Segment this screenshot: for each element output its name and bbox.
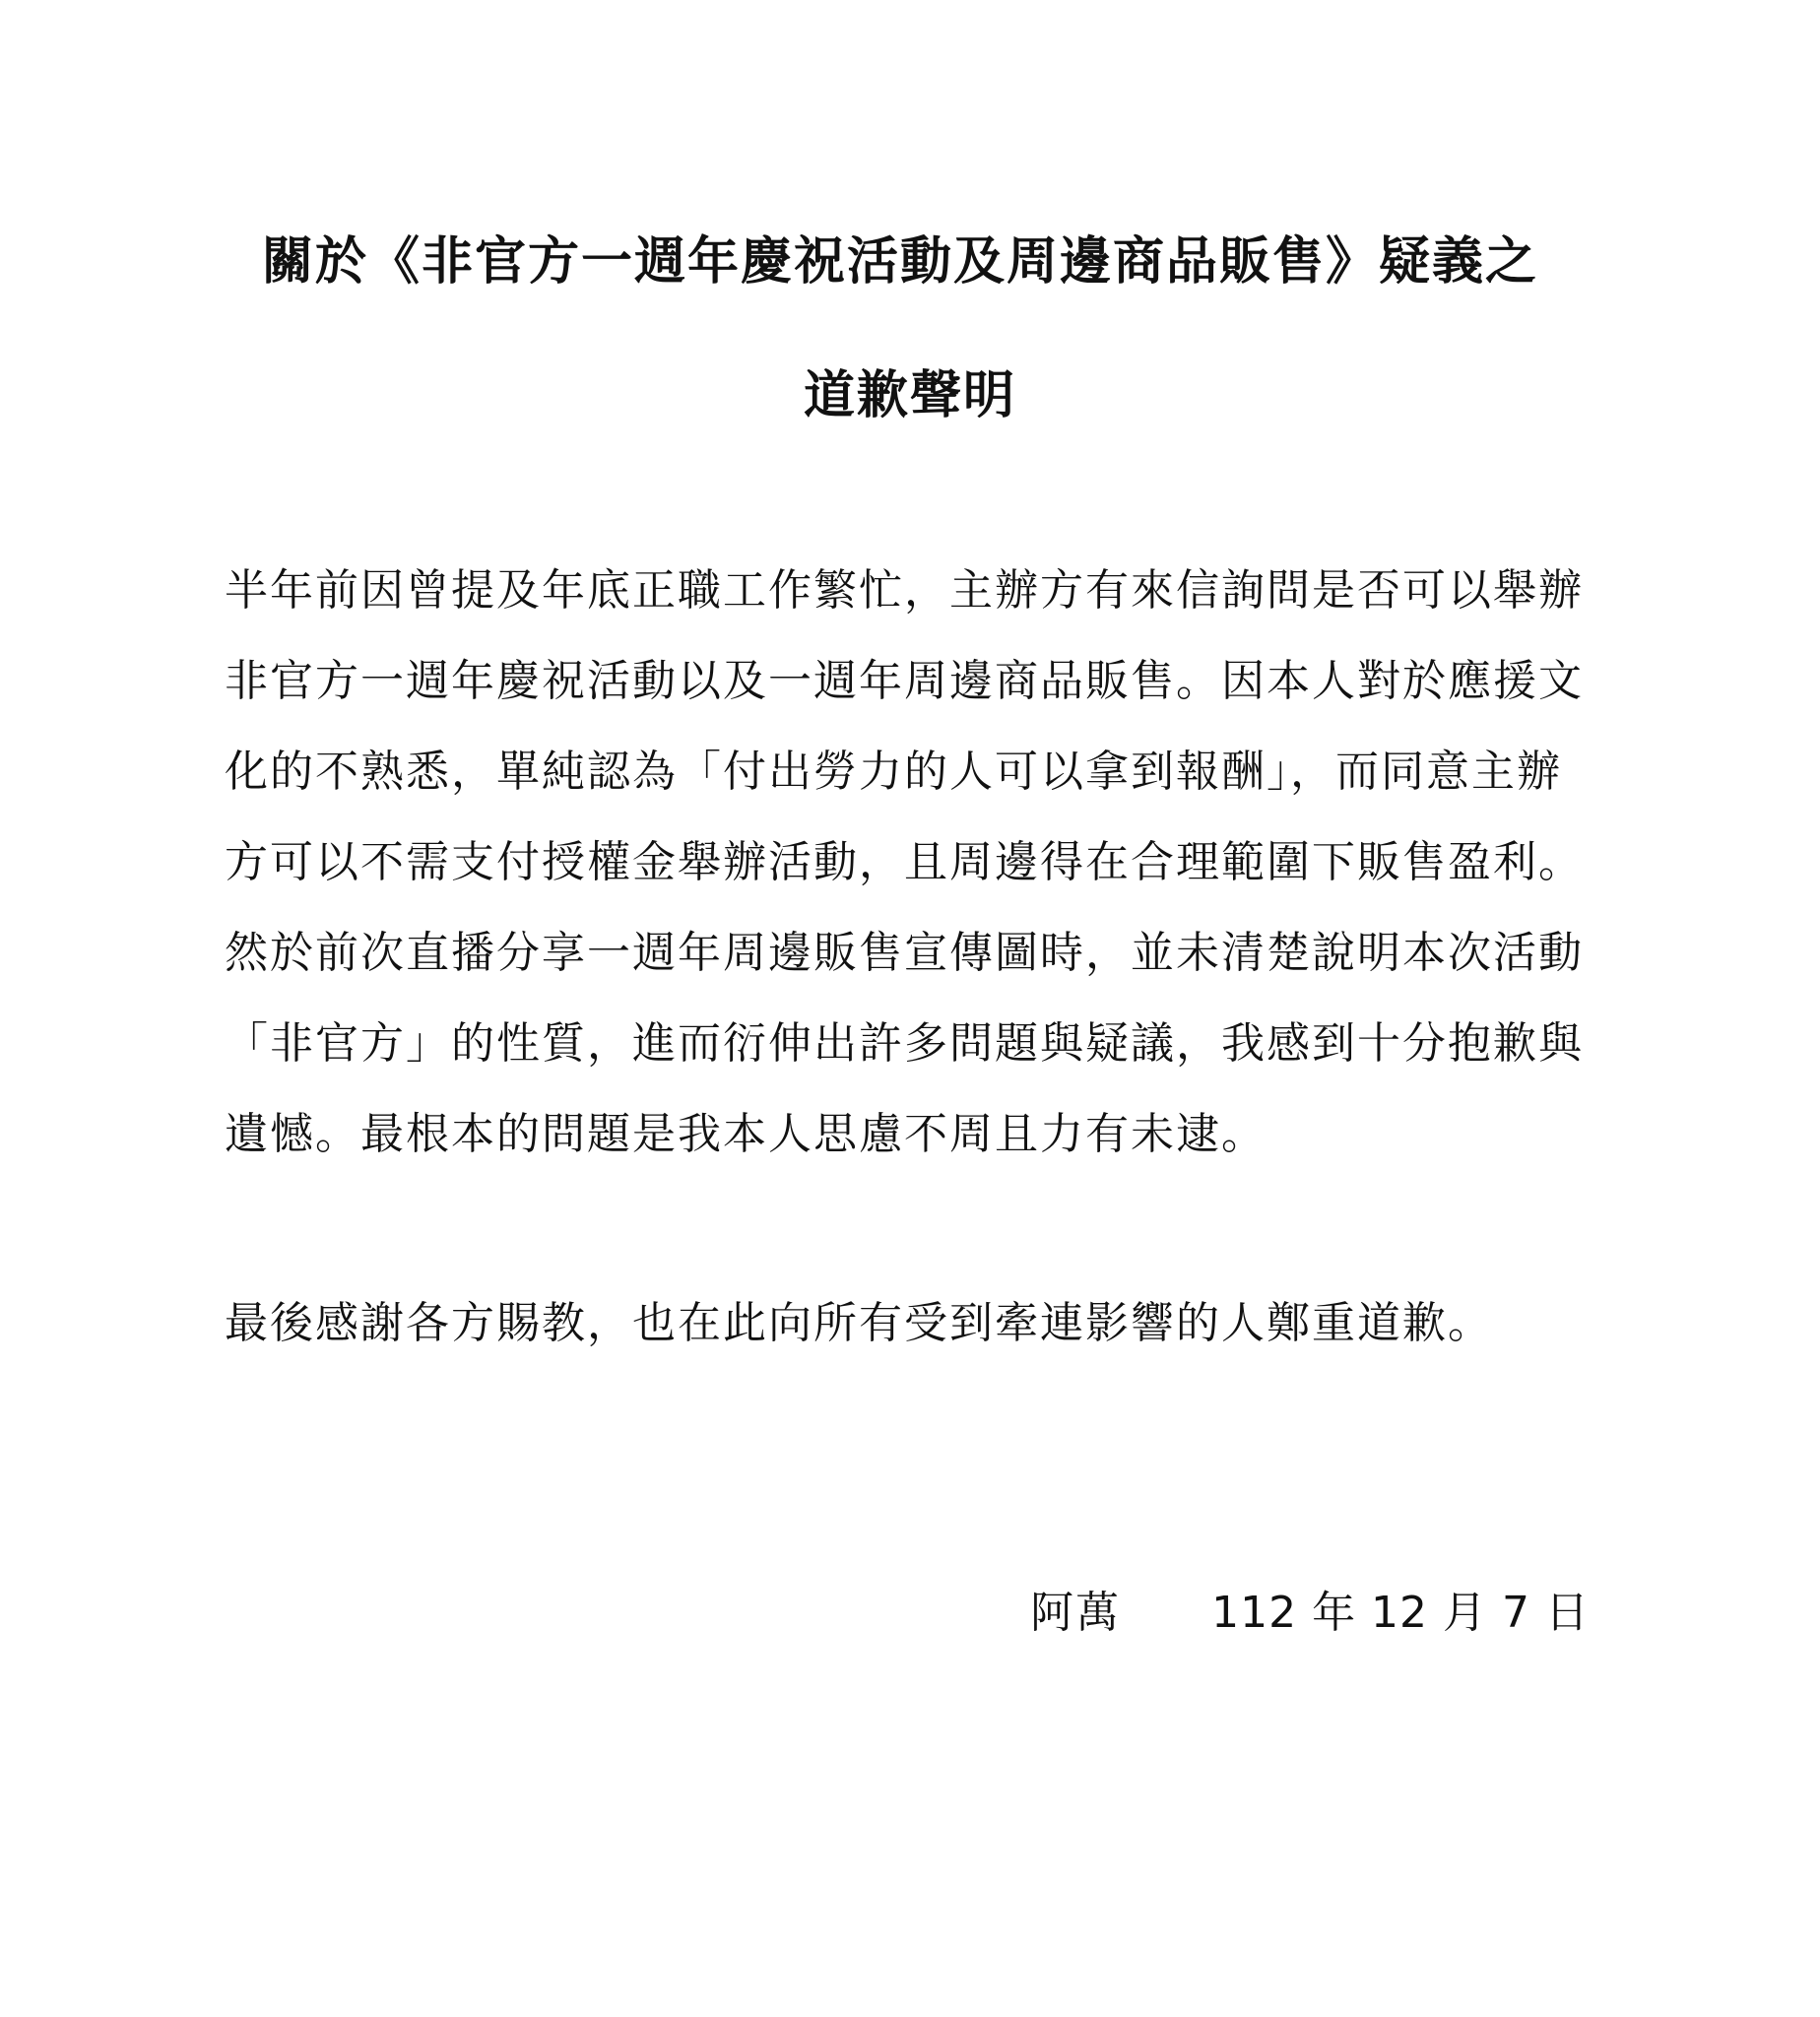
signature-author: 阿萬: [1030, 1588, 1122, 1638]
paragraph-line: 非官方一週年慶祝活動以及一週年周邊商品販售。因本人對於應援文: [225, 656, 1584, 706]
paragraph-line: 遺憾。最根本的問題是我本人思慮不周且力有未逮。: [225, 1109, 1267, 1159]
signature-block: [1030, 1588, 1590, 1639]
signature-date: 112 年 12 月 7 日: [1211, 1588, 1590, 1638]
paragraph-line: 半年前因曾提及年底正職工作繁忙，主辦方有來信詢問是否可以舉辦: [225, 565, 1584, 616]
title-line-2: 道歉聲明: [803, 366, 1016, 425]
paragraph-line: 化的不熟悉，單純認為「付出勞力的人可以拿到報酬」，而同意主辦: [225, 747, 1562, 797]
paragraph-line: 「非官方」的性質，進而衍伸出許多問題與疑議，我感到十分抱歉與: [225, 1018, 1584, 1069]
paragraph-line: 最後感謝各方賜教，也在此向所有受到牽連影響的人鄭重道歉。: [225, 1298, 1493, 1348]
paragraph-line: 然於前次直播分享一週年周邊販售宣傳圖時，並未清楚說明本次活動: [225, 928, 1584, 978]
paragraph-line: 方可以不需支付授權金舉辦活動，且周邊得在合理範圍下販售盈利。: [225, 837, 1584, 887]
title-line-1: 關於《非官方一週年慶祝活動及周邊商品販售》疑義之: [261, 232, 1538, 292]
